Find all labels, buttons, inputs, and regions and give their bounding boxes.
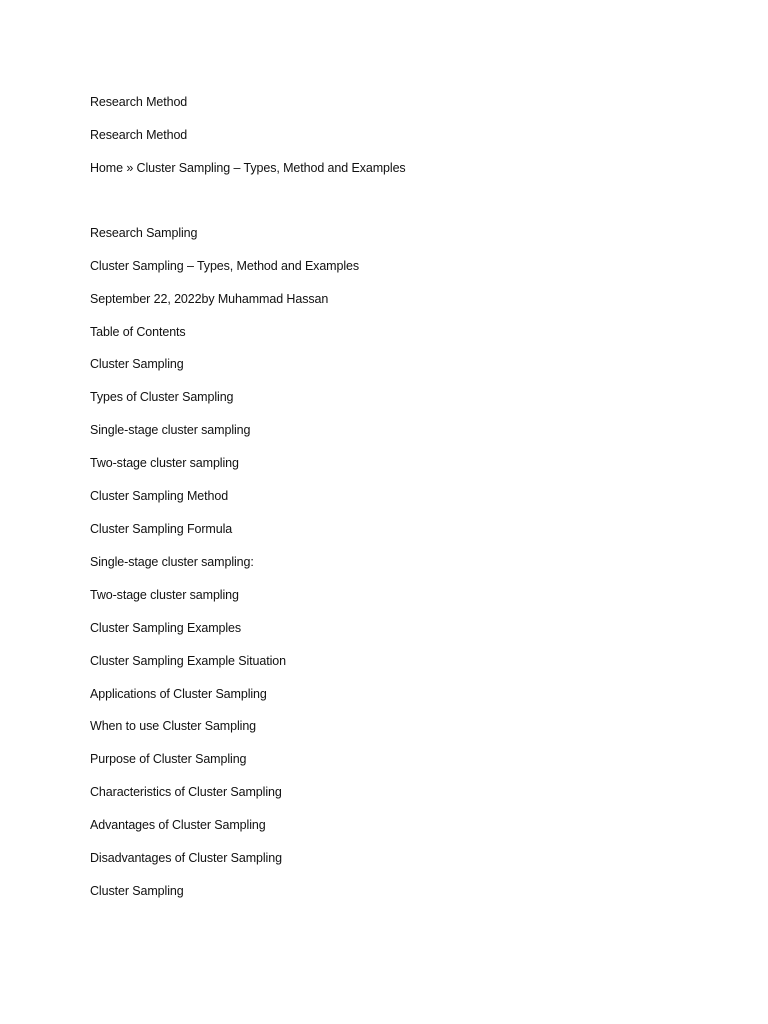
toc-item: Advantages of Cluster Sampling bbox=[90, 818, 266, 832]
toc-item: Cluster Sampling Example Situation bbox=[90, 654, 287, 668]
site-title: Research Method bbox=[90, 95, 188, 109]
article-title: Cluster Sampling – Types, Method and Examples bbox=[90, 259, 360, 273]
toc-item: Cluster Sampling bbox=[90, 884, 184, 898]
toc-item: Two-stage cluster sampling bbox=[90, 456, 239, 470]
toc-item: Applications of Cluster Sampling bbox=[90, 687, 267, 701]
article-byline: September 22, 2022by Muhammad Hassan bbox=[90, 292, 329, 306]
toc-item: Cluster Sampling Formula bbox=[90, 522, 233, 536]
toc-item: Cluster Sampling bbox=[90, 357, 184, 371]
toc-item: Disadvantages of Cluster Sampling bbox=[90, 851, 282, 865]
site-subtitle: Research Method bbox=[90, 128, 188, 142]
toc-heading: Table of Contents bbox=[90, 325, 186, 339]
toc-item: Single-stage cluster sampling: bbox=[90, 555, 254, 569]
toc-item: Two-stage cluster sampling bbox=[90, 588, 239, 602]
breadcrumb: Home » Cluster Sampling – Types, Method and Examples bbox=[90, 161, 406, 175]
toc-item: Single-stage cluster sampling bbox=[90, 423, 251, 437]
toc-item: Purpose of Cluster Sampling bbox=[90, 752, 247, 766]
toc-item: Characteristics of Cluster Sampling bbox=[90, 785, 282, 799]
toc-item: Types of Cluster Sampling bbox=[90, 390, 234, 404]
toc-item: Cluster Sampling Examples bbox=[90, 621, 242, 635]
toc-item: Cluster Sampling Method bbox=[90, 489, 229, 503]
category-label: Research Sampling bbox=[90, 226, 198, 240]
toc-item: When to use Cluster Sampling bbox=[90, 719, 257, 733]
